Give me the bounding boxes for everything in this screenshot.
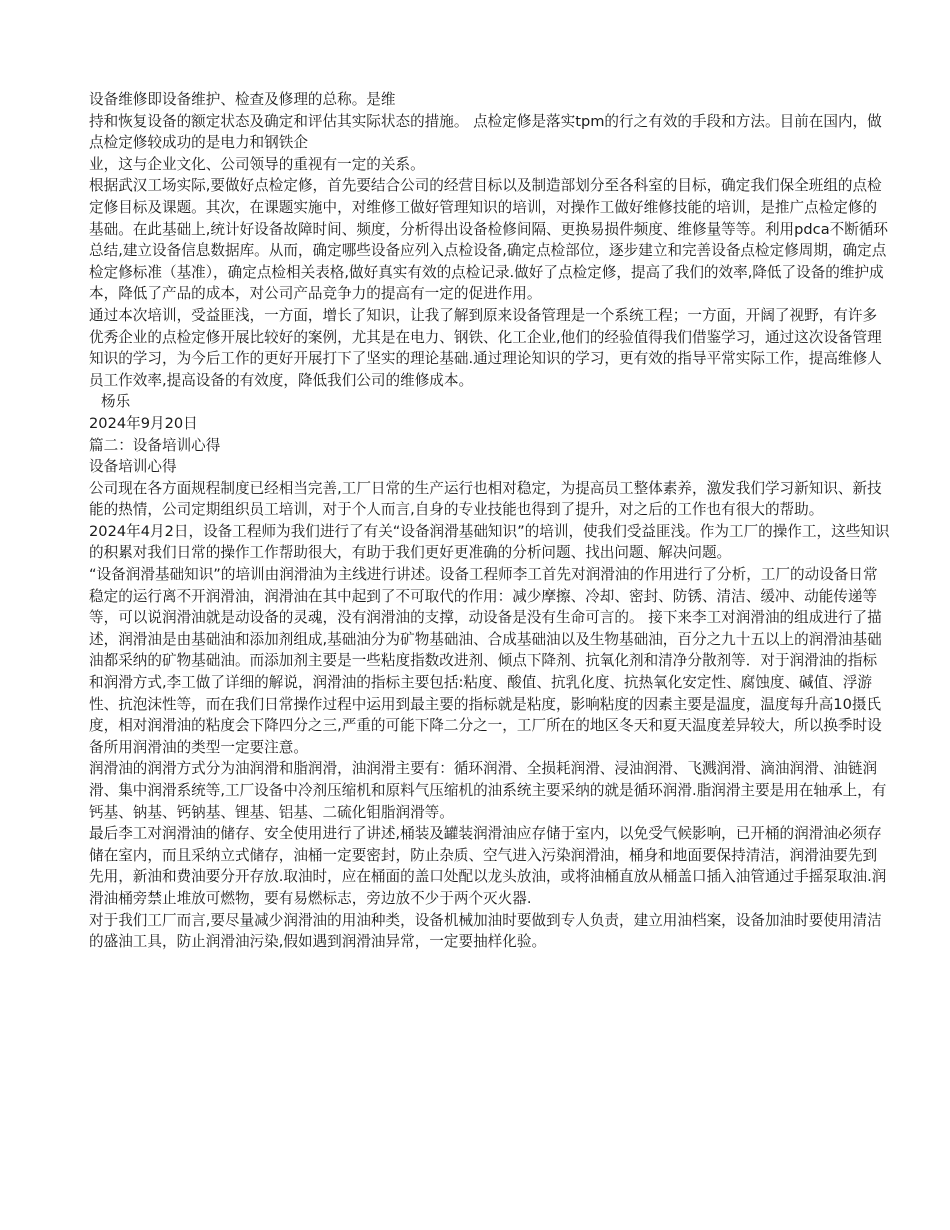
paragraph-oil-usage: 对于我们工厂而言,要尽量减少润滑油的用油种类，设备机械加油时要做到专人负责，建立用油档案，设备加油时要使用清洁的盛油工具，防止润滑油污染,假如遇到润滑油异常，一定要抽样化验。 [89, 911, 882, 951]
paragraph-enterprise-culture: 业，这与企业文化、公司领导的重视有一定的关系。 [89, 155, 425, 173]
paragraph-oil-storage: 最后李工对润滑油的储存、安全使用进行了讲述,桶装及罐装润滑油应存储于室内，以免受气候影响，已开桶的润滑油必须存储在室内，而且采纳立式储存，油桶一定要密封，防止杂质、空气进入污染润滑油，桶身和地面要保持清洁，润滑油要先到先用，新油和费油要分开存放.取油时，应在桶面的盖口处配以龙头放油，或将油桶直放从桶盖口插入油管通过手摇泵取油.润滑油桶旁禁止堆放可燃物，要有易燃标志，旁边放不少于两个灭火器. [89, 825, 887, 907]
paragraph-maintenance-definition: 设备维修即设备维护、检查及修理的总称。是维 [89, 91, 396, 108]
section-heading: 篇二：设备培训心得 [89, 436, 221, 454]
paragraph-training-date: 2024年4月2日，设备工程师为我们进行了有关“设备润滑基础知识”的培训，使我们受益匪浅。作为工厂的操作工，这些知识的积累对我们日常的操作工作帮助很大，有助于我们更好更准确的分析问题、找出问题、解决问题。 [89, 522, 890, 562]
paragraph-company-training: 公司现在各方面规程制度已经相当完善,工厂日常的生产运行也相对稳定，为提高员工整体素养，激发我们学习新知识、新技能的热情，公司定期组织员工培训，对于个人而言,自身的专业技能也得到了提升，对之后的工作也有很大的帮助。 [89, 479, 882, 519]
author-signature: 杨乐 [101, 393, 131, 411]
paragraph-tpm-method: 持和恢复设备的额定状态及确定和评估其实际状态的措施。 点检定修是落实tpm的行之有效的手段和方法。目前在国内，做点检定修较成功的是电力和钢铁企 [89, 112, 882, 152]
paragraph-training-benefit: 通过本次培训，受益匪浅，一方面，增长了知识，让我了解到原来设备管理是一个系统工程；一方面，开阔了视野，有许多优秀企业的点检定修开展比较好的案例，尤其是在电力、钢铁、化工企业,他们的经验值得我们借鉴学习，通过这次设备管理知识的学习，为今后工作的更好开展打下了坚实的理论基础.通过理论知识的学习，更有效的指导平常实际工作，提高维修人员工作效率,提高设备的有效度，降低我们公司的维修成本。 [89, 306, 882, 389]
section-title: 设备培训心得 [89, 458, 177, 476]
signature-date: 2024年9月20日 [89, 414, 198, 432]
paragraph-lubrication-basics: “设备润滑基础知识”的培训由润滑油为主线进行讲述。设备工程师李工首先对润滑油的作用进行了分析，工厂的动设备日常稳定的运行离不开润滑油，润滑油在其中起到了不可取代的作用：减少摩擦、冷却、密封、防锈、清洁、缓冲、动能传递等等，可以说润滑油就是动设备的灵魂，没有润滑油的支撑，动设备是没有生命可言的。 接下来李工对润滑油的组成进行了描述，润滑油是由基础油和添加剂组成,基础油分为矿物基础油、合成基础油以及生物基础油，百分之九十五以上的润滑油基础油都采纳的矿物基础油。而添加剂主要是一些粘度指数改进剂、倾点下降剂、抗氧化剂和清净分散剂等．对于润滑油的指标和润滑方式,李工做了详细的解说，润滑油的指标主要包括:粘度、酸值、抗乳化度、抗热氧化安定性、腐蚀度、碱值、浮游性、抗泡沫性等，而在我们日常操作过程中运用到最主要的指标就是粘度，影响粘度的因素主要是温度，温度每升高10摄氏度，相对润滑油的粘度会下降四分之三,严重的可能下降二分之一，工厂所在的地区冬天和夏天温度差异较大，所以换季时设备所用润滑油的类型一定要注意。 [89, 566, 882, 756]
paragraph-lubrication-methods: 润滑油的润滑方式分为油润滑和脂润滑，油润滑主要有：循环润滑、全损耗润滑、浸油润滑、飞溅润滑、滴油润滑、油链润滑、集中润滑系统等,工厂设备中冷剂压缩机和原料气压缩机的油系统主要采纳的就是循环润滑.脂润滑主要是用在轴承上，有钙基、钠基、钙钠基、锂基、铝基、二硫化钼脂润滑等。 [89, 760, 887, 821]
paragraph-wuhan-plant: 根据武汉工场实际,要做好点检定修，首先要结合公司的经营目标以及制造部划分至各科室的目标，确定我们保全班组的点检定修目标及课题。其次，在课题实施中，对维修工做好管理知识的培训，对操作工做好维修技能的培训，是推广点检定修的基础。在此基础上,统计好设备故障时间、频度，分析得出设备检修间隔、更换易损件频度、维修量等等。利用pdca不断循环总结,建立设备信息数据库。从而，确定哪些设备应列入点检设备,确定点检部位，逐步建立和完善设备点检定修周期，确定点检定修标准（基准），确定点检相关表格,做好真实有效的点检记录.做好了点检定修，提高了我们的效率,降低了设备的维护成本，降低了产品的成本，对公司产品竞争力的提高有一定的促进作用。 [89, 177, 889, 303]
